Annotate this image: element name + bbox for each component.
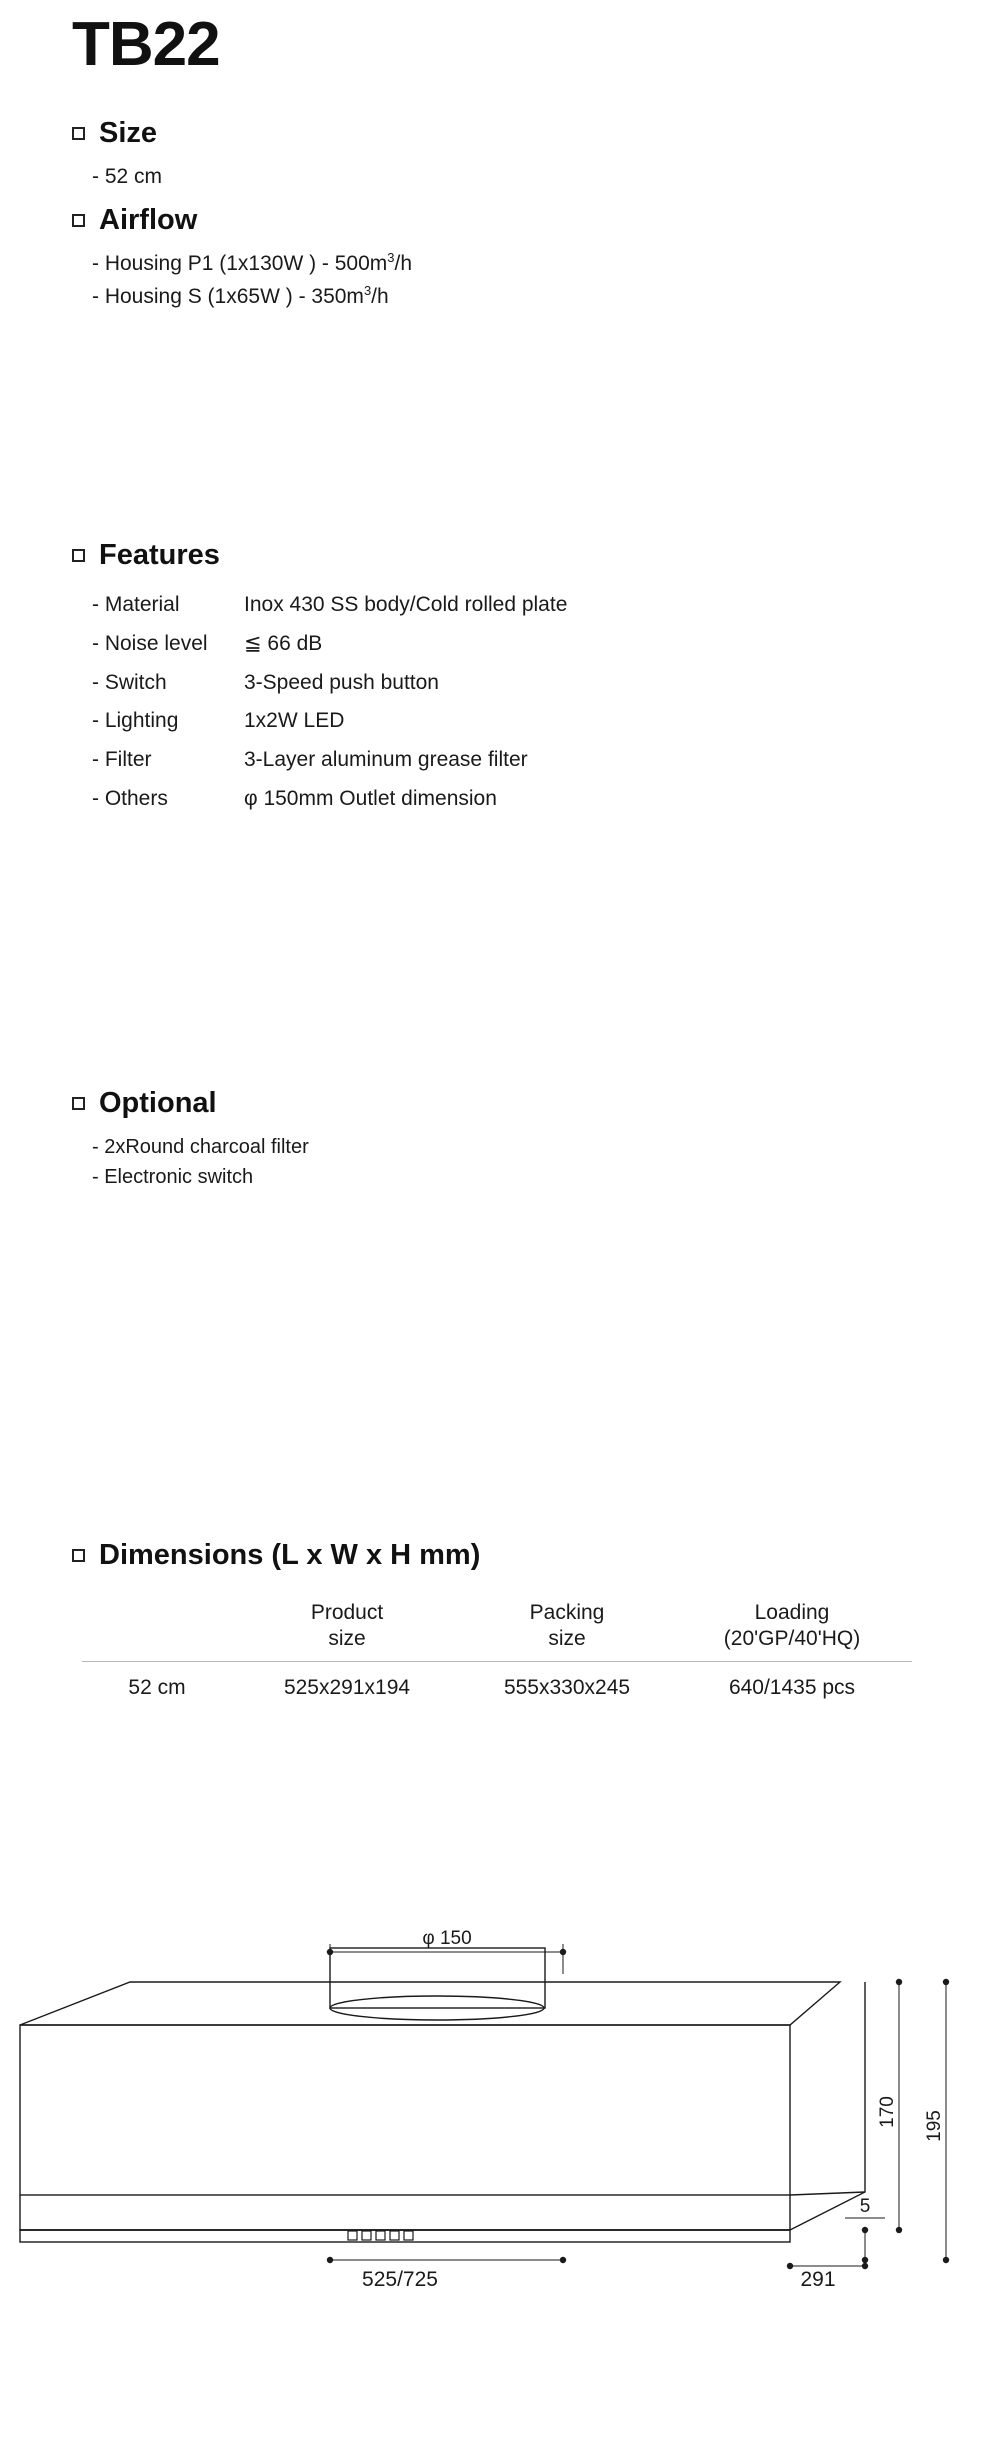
- page-title: TB22: [72, 10, 220, 79]
- feature-label: - Switch: [92, 670, 167, 694]
- section-size-header: [72, 118, 162, 150]
- hood-right-edge: [790, 2192, 865, 2195]
- airflow-s-pre: - Housing S (1x65W ) - 350m: [92, 285, 364, 309]
- feature-row: [92, 702, 567, 741]
- feature-label: - Filter: [92, 748, 152, 772]
- section-airflow-body: [72, 247, 412, 314]
- technical-drawing: [0, 1930, 996, 2450]
- airflow-s-sup: 3: [363, 283, 372, 299]
- feature-label: - Noise level: [92, 631, 208, 655]
- label-depth-5: 5: [859, 2196, 871, 2217]
- push-button: [362, 2231, 371, 2240]
- section-airflow-title: Airflow: [99, 204, 198, 236]
- column-header-product-size: Product size: [310, 1601, 384, 1651]
- section-features: [72, 540, 567, 819]
- section-features-title: Features: [99, 539, 220, 571]
- push-button: [404, 2231, 413, 2240]
- list-item: [92, 280, 412, 314]
- feature-value: ≦ 66 dB: [244, 631, 323, 655]
- label-height-195: 195: [924, 2110, 945, 2142]
- feature-row: [92, 664, 567, 703]
- section-optional-header: [72, 1088, 309, 1120]
- dimensions-table: [72, 1598, 920, 1700]
- section-features-header: [72, 540, 567, 572]
- bullet-square-icon: [72, 549, 85, 562]
- airflow-s-post: /h: [371, 285, 389, 309]
- list-item: [92, 247, 412, 281]
- airflow-p1-post: /h: [394, 251, 413, 275]
- section-optional-title: Optional: [99, 1087, 217, 1119]
- label-depth-291: 291: [800, 2268, 836, 2291]
- section-size: [72, 118, 162, 193]
- cell-size: 52 cm: [128, 1675, 186, 1699]
- table-header-rule: [82, 1653, 912, 1662]
- label-height-170: 170: [877, 2096, 898, 2128]
- hood-dimension-drawing: [0, 1930, 996, 2450]
- hood-bottom-face: [20, 2195, 790, 2230]
- push-button-group: [348, 2231, 413, 2240]
- column-header-packing-size: Packing size: [529, 1601, 605, 1651]
- section-optional: [72, 1088, 309, 1192]
- dim-width: [327, 2257, 566, 2263]
- section-dimensions-header: [72, 1540, 480, 1572]
- section-dimensions: [72, 1540, 480, 1572]
- feature-value: 3-Layer aluminum grease filter: [244, 748, 528, 772]
- push-button: [376, 2231, 385, 2240]
- cell-loading: 640/1435 pcs: [728, 1675, 856, 1699]
- bullet-square-icon: [72, 1097, 85, 1110]
- feature-label: - Others: [92, 787, 168, 811]
- feature-row: [92, 586, 567, 625]
- push-button: [390, 2231, 399, 2240]
- section-size-title: Size: [99, 117, 158, 149]
- airflow-p1-sup: 3: [387, 249, 395, 265]
- hood-body: [20, 2025, 790, 2195]
- list-item: - Electronic switch: [92, 1165, 254, 1188]
- dim-5: [845, 2218, 885, 2263]
- feature-value: φ 150mm Outlet dimension: [244, 787, 497, 811]
- bullet-square-icon: [72, 1549, 85, 1562]
- feature-row: [92, 780, 567, 819]
- feature-row: [92, 625, 567, 664]
- list-item: - 52 cm: [92, 164, 163, 188]
- list-item: - 2xRound charcoal filter: [92, 1135, 309, 1158]
- feature-value: Inox 430 SS body/Cold rolled plate: [244, 592, 568, 616]
- section-size-body: [72, 160, 162, 194]
- feature-label: - Lighting: [92, 709, 179, 733]
- label-outlet-diameter: φ 150: [422, 1930, 472, 1949]
- cell-packing-size: 555x330x245: [503, 1675, 631, 1699]
- column-header-loading: Loading (20'GP/40'HQ): [723, 1601, 861, 1651]
- feature-label: - Material: [92, 592, 180, 616]
- section-airflow: [72, 205, 412, 314]
- cell-product-size: 525x291x194: [283, 1675, 411, 1699]
- bullet-square-icon: [72, 127, 85, 140]
- feature-value: 3-Speed push button: [244, 670, 439, 694]
- label-width: 525/725: [362, 2268, 438, 2291]
- section-dimensions-title: Dimensions (L x W x H mm): [99, 1539, 481, 1571]
- section-airflow-header: [72, 205, 412, 237]
- push-button: [348, 2231, 357, 2240]
- section-optional-body: [72, 1132, 309, 1192]
- feature-row: [92, 741, 567, 780]
- column-header-blank: [82, 1598, 232, 1653]
- bullet-square-icon: [72, 214, 85, 227]
- section-features-body: [72, 586, 567, 819]
- airflow-p1-pre: - Housing P1 (1x130W ) - 500m: [92, 251, 388, 275]
- feature-value: 1x2W LED: [244, 709, 345, 733]
- table-row: [82, 1661, 912, 1700]
- hood-top-plate: [20, 1982, 840, 2025]
- table-header-row: [82, 1598, 912, 1653]
